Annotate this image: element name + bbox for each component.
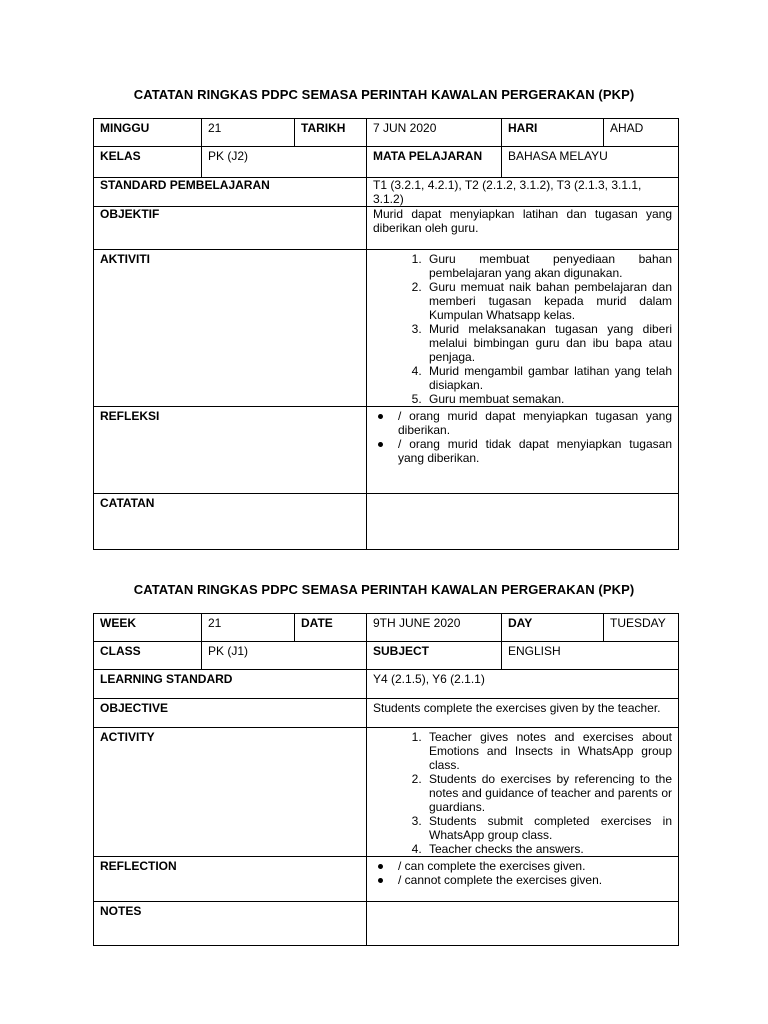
activity-list [373, 730, 672, 856]
form1-title: CATATAN RINGKAS PDPC SEMASA PERINTAH KAWALAN PERGERAKAN (PKP) [133, 87, 635, 102]
form1-table [93, 118, 679, 550]
list-item: / orang murid tidak dapat menyiapkan tugasan yang diberikan. [398, 437, 672, 465]
list-item: / cannot complete the exercises given. [398, 873, 672, 887]
subject-value: ENGLISH [502, 642, 679, 670]
objective-value: Students complete the exercises given by the teacher. [367, 699, 679, 728]
mata-pelajaran-value: BAHASA MELAYU [502, 147, 679, 178]
catatan-value [367, 494, 679, 550]
tarikh-label: TARIKH [295, 119, 367, 147]
list-item: 3. Murid melaksanakan tugasan yang diberi melalui bimbingan guru dan ibu bapa atau penjaga. [425, 322, 672, 364]
list-item: / orang murid dapat menyiapkan tugasan yang diberikan. [398, 409, 672, 437]
minggu-label: MINGGU [94, 119, 202, 147]
aktiviti-cell [367, 250, 679, 407]
form2-title: CATATAN RINGKAS PDPC SEMASA PERINTAH KAWALAN PERGERAKAN (PKP) [133, 582, 635, 597]
date-label: DATE [295, 614, 367, 642]
catatan-label: CATATAN [94, 494, 367, 550]
tarikh-value: 7 JUN 2020 [367, 119, 502, 147]
day-value: TUESDAY [604, 614, 679, 642]
standard-pembelajaran-value: T1 (3.2.1, 4.2.1), T2 (2.1.2, 3.1.2), T3 (2.1.3, 3.1.1, 3.1.2) [367, 178, 679, 207]
class-label: CLASS [94, 642, 202, 670]
objektif-value: Murid dapat menyiapkan latihan dan tugasan yang diberikan oleh guru. [367, 207, 679, 250]
standard-pembelajaran-label: STANDARD PEMBELAJARAN [94, 178, 367, 207]
refleksi-label: REFLEKSI [94, 407, 367, 494]
aktiviti-label: AKTIVITI [94, 250, 367, 407]
list-item: 3. Students submit completed exercises in WhatsApp group class. [425, 814, 672, 842]
activity-cell [367, 728, 679, 857]
refleksi-list [373, 409, 672, 465]
week-label: WEEK [94, 614, 202, 642]
mata-pelajaran-label: MATA PELAJARAN [367, 147, 502, 178]
kelas-value: PK (J2) [202, 147, 367, 178]
hari-value: AHAD [604, 119, 679, 147]
objective-label: OBJECTIVE [94, 699, 367, 728]
date-value: 9TH JUNE 2020 [367, 614, 502, 642]
kelas-label: KELAS [94, 147, 202, 178]
list-item: 1. Guru membuat penyediaan bahan pembelajaran yang akan digunakan. [425, 252, 672, 280]
aktiviti-list [373, 252, 672, 406]
week-value: 21 [202, 614, 295, 642]
list-item: 2. Students do exercises by referencing to the notes and guidance of teacher and parents or guardians. [425, 772, 672, 814]
objektif-label: OBJEKTIF [94, 207, 367, 250]
subject-label: SUBJECT [367, 642, 502, 670]
learning-standard-label: LEARNING STANDARD [94, 670, 367, 699]
list-item: 2. Guru memuat naik bahan pembelajaran dan memberi tugasan kepada murid dalam Kumpulan Whatsapp kelas. [425, 280, 672, 322]
notes-label: NOTES [94, 902, 367, 946]
hari-label: HARI [502, 119, 604, 147]
list-item: 1. Teacher gives notes and exercises about Emotions and Insects in WhatsApp group class. [425, 730, 672, 772]
day-label: DAY [502, 614, 604, 642]
refleksi-cell [367, 407, 679, 494]
list-item: 4. Teacher checks the answers. [425, 842, 672, 856]
learning-standard-value: Y4 (2.1.5), Y6 (2.1.1) [367, 670, 679, 699]
reflection-list [373, 859, 672, 887]
class-value: PK (J1) [202, 642, 367, 670]
list-item: 4. Murid mengambil gambar latihan yang telah disiapkan. [425, 364, 672, 392]
list-item: 5. Guru membuat semakan. [425, 392, 672, 406]
activity-label: ACTIVITY [94, 728, 367, 857]
reflection-cell [367, 857, 679, 902]
list-item: / can complete the exercises given. [398, 859, 672, 873]
form2-table [93, 613, 679, 946]
notes-value [367, 902, 679, 946]
reflection-label: REFLECTION [94, 857, 367, 902]
minggu-value: 21 [202, 119, 295, 147]
